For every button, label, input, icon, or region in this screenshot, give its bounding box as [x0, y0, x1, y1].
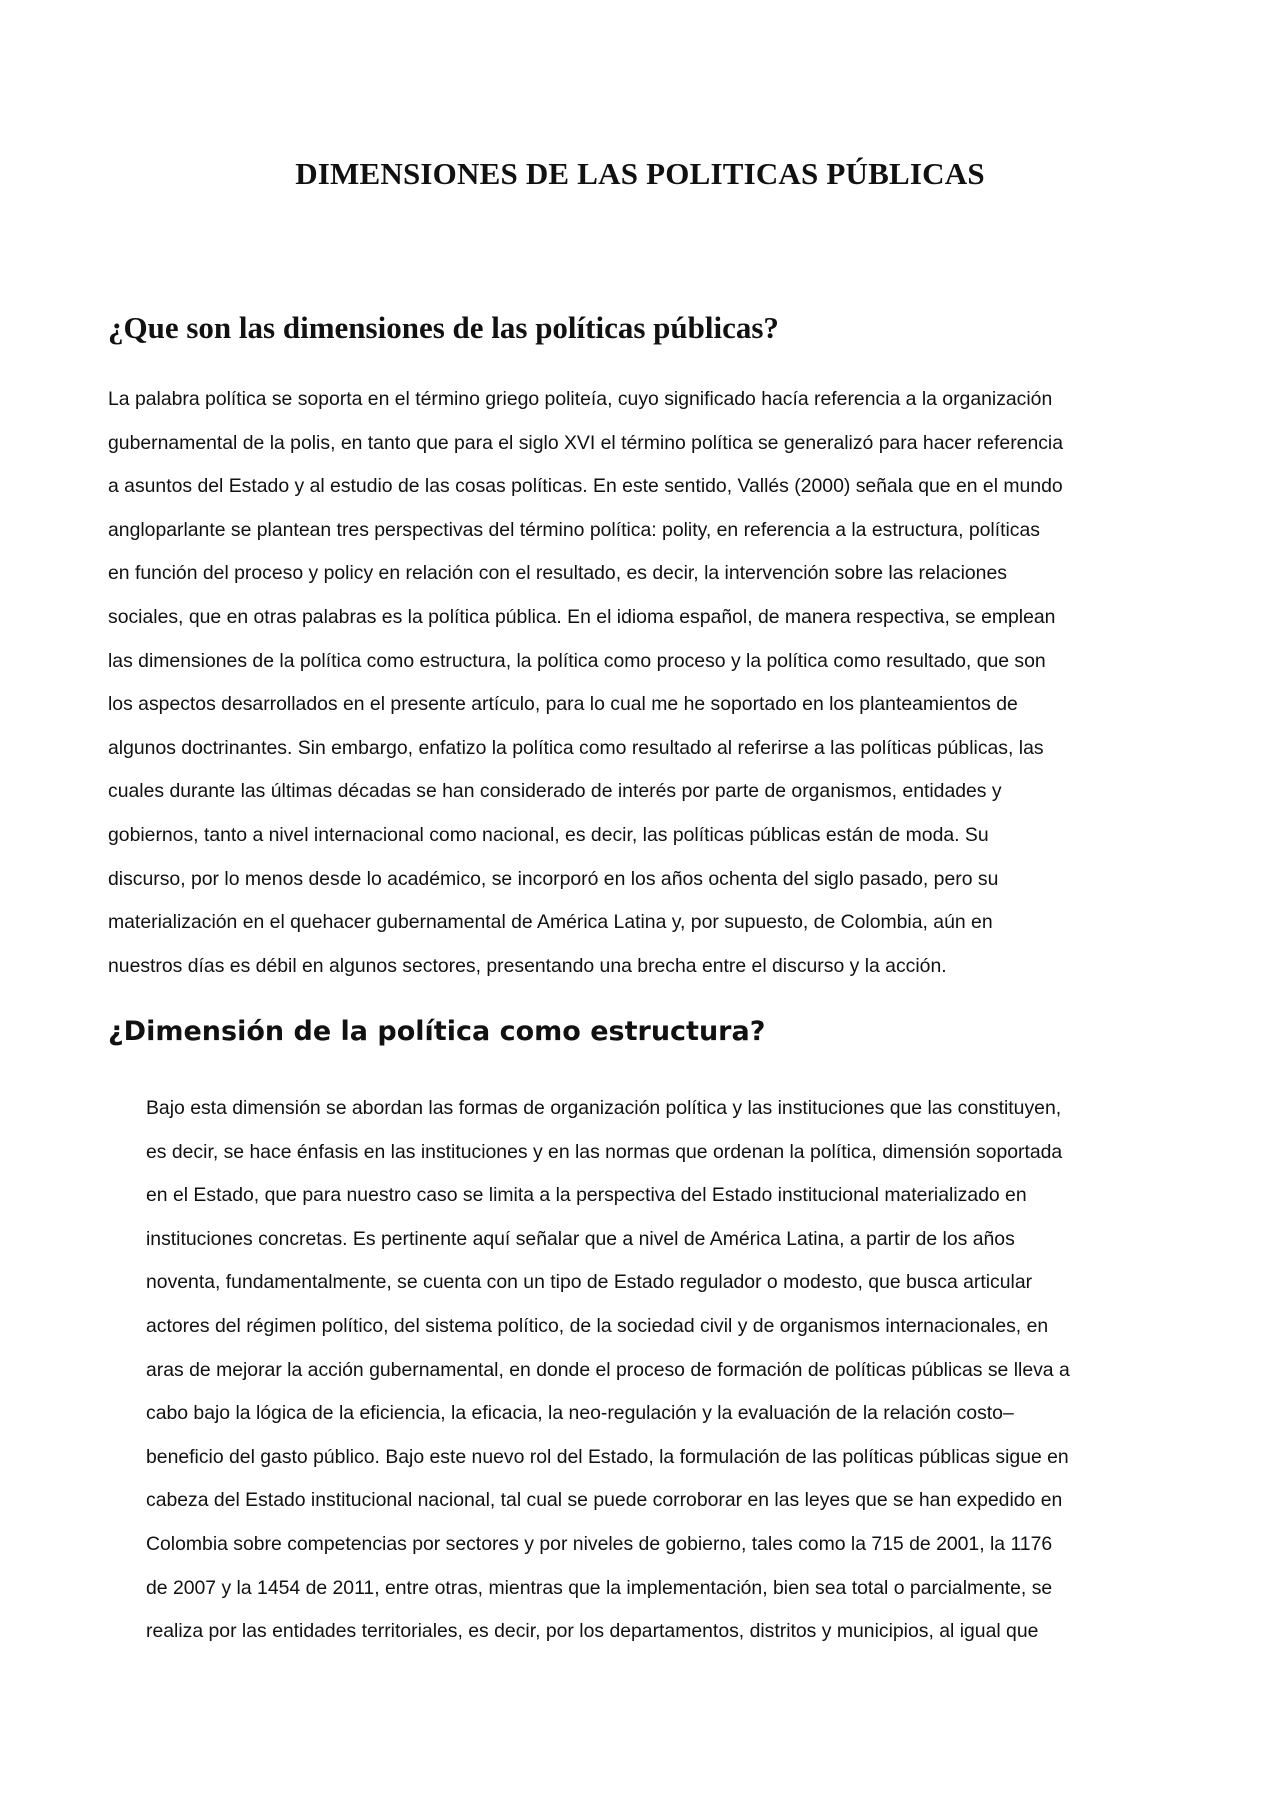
paragraph-politica-estructura — [146, 1087, 1186, 1654]
text-line: en función del proceso y policy en relación con el resultado, es decir, la intervención sobre las relaciones — [108, 562, 1007, 585]
text-line: materialización en el quehacer gubernamental de América Latina y, por supuesto, de Colombia, aún en — [108, 911, 993, 934]
text-line: noventa, fundamentalmente, se cuenta con un tipo de Estado regulador o modesto, que busca articular — [146, 1271, 1033, 1294]
text-line: a asuntos del Estado y al estudio de las cosas políticas. En este sentido, Vallés (2000) señala que en el mundo — [108, 475, 1063, 498]
text-line: actores del régimen político, del sistema político, de la sociedad civil y de organismos internacionales, en — [146, 1314, 1049, 1337]
text-line: realiza por las entidades territoriales, es decir, por los departamentos, distritos y municipios, al igual que — [146, 1620, 1039, 1643]
text-line: nuestros días es débil en algunos sectores, presentando una brecha entre el discurso y la acción. — [108, 954, 947, 977]
document-title: DIMENSIONES DE LAS POLITICAS PÚBLICAS — [295, 156, 985, 191]
text-line: Bajo esta dimensión se abordan las formas de organización política y las instituciones que las constituyen, — [146, 1097, 1062, 1119]
paragraph-politica-definicion — [108, 378, 1188, 988]
text-line: cabo bajo la lógica de la eficiencia, la eficacia, la neo-regulación y la evaluación de la relación costo– — [146, 1402, 1014, 1425]
section-heading-dimensiones: ¿Que son las dimensiones de las políticas públicas? — [108, 310, 779, 345]
text-line: algunos doctrinantes. Sin embargo, enfatizo la política como resultado al referirse a las políticas públicas, las — [108, 736, 1044, 759]
text-line: de 2007 y la 1454 de 2011, entre otras, mientras que la implementación, bien sea total o parcialmente, se — [146, 1576, 1053, 1599]
section-heading-estructura: ¿Dimensión de la política como estructura? — [108, 1016, 766, 1047]
text-line: angloparlante se plantean tres perspectivas del término política: polity, en referencia a la estructura, políticas — [108, 518, 1040, 541]
text-line: es decir, se hace énfasis en las instituciones y en las normas que ordenan la política, dimensión soportada — [146, 1140, 1063, 1163]
text-line: instituciones concretas. Es pertinente aquí señalar que a nivel de América Latina, a partir de los años — [146, 1227, 1015, 1250]
text-line: Colombia sobre competencias por sectores y por niveles de gobierno, tales como la 715 de 2001, la 1176 — [146, 1532, 1053, 1555]
text-line: cuales durante las últimas décadas se han considerado de interés por parte de organismos, entidades y — [108, 780, 1002, 803]
text-line: discurso, por lo menos desde lo académico, se incorporó en los años ochenta del siglo pasado, pero su — [108, 867, 999, 890]
text-line: beneficio del gasto público. Bajo este nuevo rol del Estado, la formulación de las políticas públicas sigue en — [146, 1445, 1069, 1468]
text-line: los aspectos desarrollados en el presente artículo, para lo cual me he soportado en los planteamientos de — [108, 693, 1018, 716]
text-line: gobiernos, tanto a nivel internacional como nacional, es decir, las políticas públicas están de moda. Su — [108, 823, 989, 846]
text-line: las dimensiones de la política como estructura, la política como proceso y la política como resultado, que son — [108, 649, 1046, 672]
text-line: gubernamental de la polis, en tanto que para el siglo XVI el término política se generalizó para hacer referencia — [108, 431, 1064, 454]
text-line: aras de mejorar la acción gubernamental, en donde el proceso de formación de políticas públicas se lleva a — [146, 1358, 1070, 1381]
text-line: La palabra política se soporta en el término griego politeía, cuyo significado hacía referencia a la organización — [108, 388, 1053, 410]
text-line: sociales, que en otras palabras es la política pública. En el idioma español, de manera respectiva, se emplean — [108, 605, 1056, 628]
text-line: en el Estado, que para nuestro caso se limita a la perspectiva del Estado institucional materializado en — [146, 1184, 1027, 1207]
text-line: cabeza del Estado institucional nacional, tal cual se puede corroborar en las leyes que se han expedido en — [146, 1489, 1063, 1512]
